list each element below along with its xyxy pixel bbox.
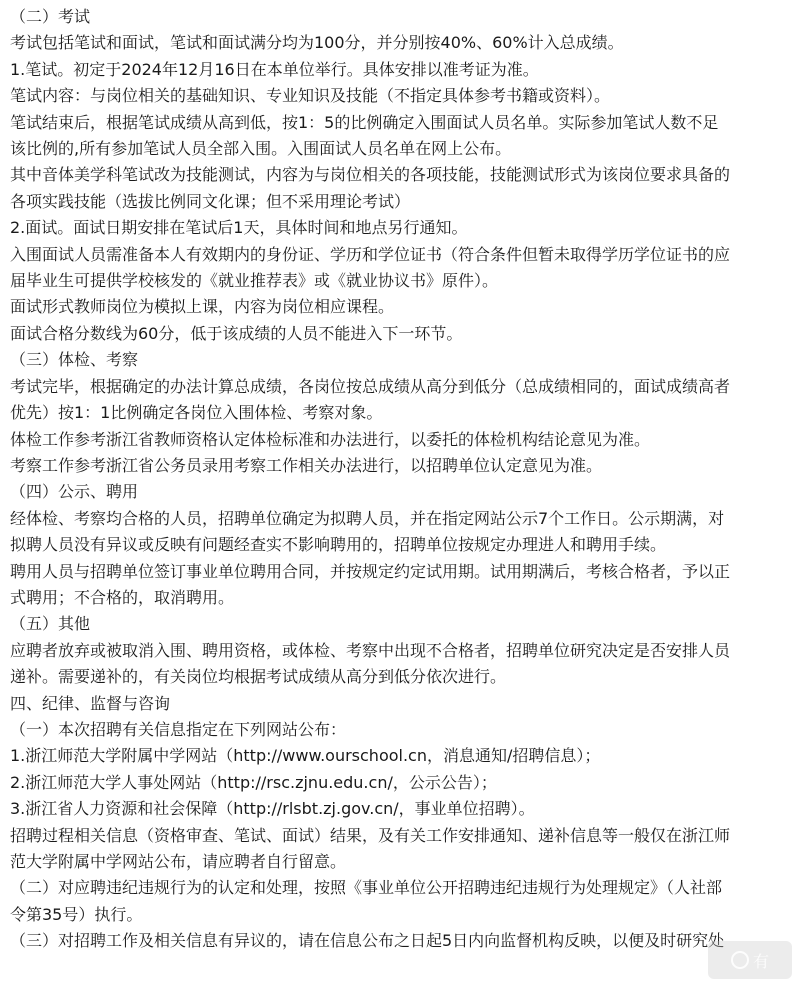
- paragraph-line: 考试包括笔试和面试，笔试和面试满分均为100分，并分别按40%、60%计入总成绩。: [10, 33, 624, 53]
- watermark-badge: [708, 941, 792, 979]
- paragraph-line: 递补。需要递补的，有关岗位均根据考试成绩从高分到低分依次进行。: [10, 667, 507, 687]
- paragraph-line: 范大学附属中学网站公布，请应聘者自行留意。: [10, 852, 347, 871]
- paragraph-line: 2.面试。面试日期安排在笔试后1天，具体时间和地点另行通知。: [10, 218, 468, 238]
- paragraph-line: （一）本次招聘有关信息指定在下列网站公布：: [10, 719, 347, 739]
- section-heading-exam: （二）考试: [10, 7, 91, 26]
- paragraph-line: 该比例的,所有参加笔试人员全部入围。入围面试人员名单在网上公布。: [10, 139, 512, 159]
- paragraph-line: 拟聘人员没有异议或反映有问题经查实不影响聘用的，招聘单位按规定办理进人和聘用手续。: [10, 535, 667, 555]
- paragraph-line: 笔试内容：与岗位相关的基础知识、专业知识及技能（不指定具体参考书籍或资料）。: [10, 86, 611, 106]
- section-heading-publicity: （四）公示、聘用: [10, 482, 139, 502]
- section-heading-other: （五）其他: [10, 614, 91, 634]
- section-heading-medical-check: （三）体检、考察: [10, 350, 139, 370]
- paragraph-line: 令第35号）执行。: [10, 904, 143, 924]
- website-item: 3.浙江省人力资源和社会保障（http://rlsbt.zj.gov.cn/，事业单位招聘）。: [10, 799, 535, 819]
- watermark-logo-icon: [731, 951, 749, 969]
- paragraph-line: 体检工作参考浙江省教师资格认定体检标准和办法进行，以委托的体检机构结论意见为准。: [10, 429, 651, 449]
- paragraph-line: 入围面试人员需准备本人有效期内的身份证、学历和学位证书（符合条件但暂未取得学历学位证书的应: [10, 244, 731, 264]
- paragraph-line: 式聘用；不合格的，取消聘用。: [10, 587, 235, 607]
- paragraph-line: 考察工作参考浙江省公务员录用考察工作相关办法进行，以招聘单位认定意见为准。: [10, 455, 603, 475]
- watermark-text: 有: [752, 951, 769, 971]
- paragraph-line: 优先）按1：1比例确定各岗位入围体检、考察对象。: [10, 403, 383, 423]
- paragraph-line: 经体检、考察均合格的人员，招聘单位确定为拟聘人员，并在指定网站公示7个工作日。公示期满，对: [10, 508, 725, 528]
- paragraph-line: 面试形式教师岗位为模拟上课，内容为岗位相应课程。: [10, 297, 395, 317]
- paragraph-line: （三）对招聘工作及相关信息有异议的，请在信息公布之日起5日内向监督机构反映，以便及时研究处: [10, 931, 725, 951]
- paragraph-line: 聘用人员与招聘单位签订事业单位聘用合同，并按规定约定试用期。试用期满后，考核合格者，予以正: [10, 561, 731, 581]
- document-body: [10, 4, 800, 955]
- paragraph-line: 各项实践技能（选拔比例同文化课；但不采用理论考试）: [10, 191, 411, 211]
- website-item: 2.浙江师范大学人事处网站（http://rsc.zjnu.edu.cn/，公示公告）；: [10, 772, 497, 792]
- paragraph-line: 面试合格分数线为60分，低于该成绩的人员不能进入下一环节。: [10, 323, 463, 343]
- paragraph-line: （二）对应聘违纪违规行为的认定和处理，按照《事业单位公开招聘违纪违规行为处理规定》（人社部: [10, 878, 723, 898]
- paragraph-line: 招聘过程相关信息（资格审查、笔试、面试）结果，及有关工作安排通知、递补信息等一般仅在浙江师: [10, 825, 731, 845]
- paragraph-line: 笔试结束后，根据笔试成绩从高到低，按1：5的比例确定入围面试人员名单。实际参加笔试人数不足: [10, 112, 719, 132]
- paragraph-line: 届毕业生可提供学校核发的《就业推荐表》或《就业协议书》原件）。: [10, 271, 499, 291]
- paragraph-line: 1.笔试。初定于2024年12月16日在本单位举行。具体安排以准考证为准。: [10, 59, 539, 79]
- website-item: 1.浙江师范大学附属中学网站（http://www.ourschool.cn，消息通知/招聘信息）；: [10, 746, 601, 766]
- paragraph-line: 考试完毕，根据确定的办法计算总成绩，各岗位按总成绩从高分到低分（总成绩相同的，面试成绩高者: [10, 376, 731, 396]
- paragraph-line: 应聘者放弃或被取消入围、聘用资格，或体检、考察中出现不合格者，招聘单位研究决定是否安排人员: [10, 640, 731, 660]
- paragraph-line: 其中音体美学科笔试改为技能测试，内容为与岗位相关的各项技能，技能测试形式为该岗位要求具备的: [10, 165, 731, 185]
- section-heading-discipline: 四、纪律、监督与咨询: [10, 693, 171, 713]
